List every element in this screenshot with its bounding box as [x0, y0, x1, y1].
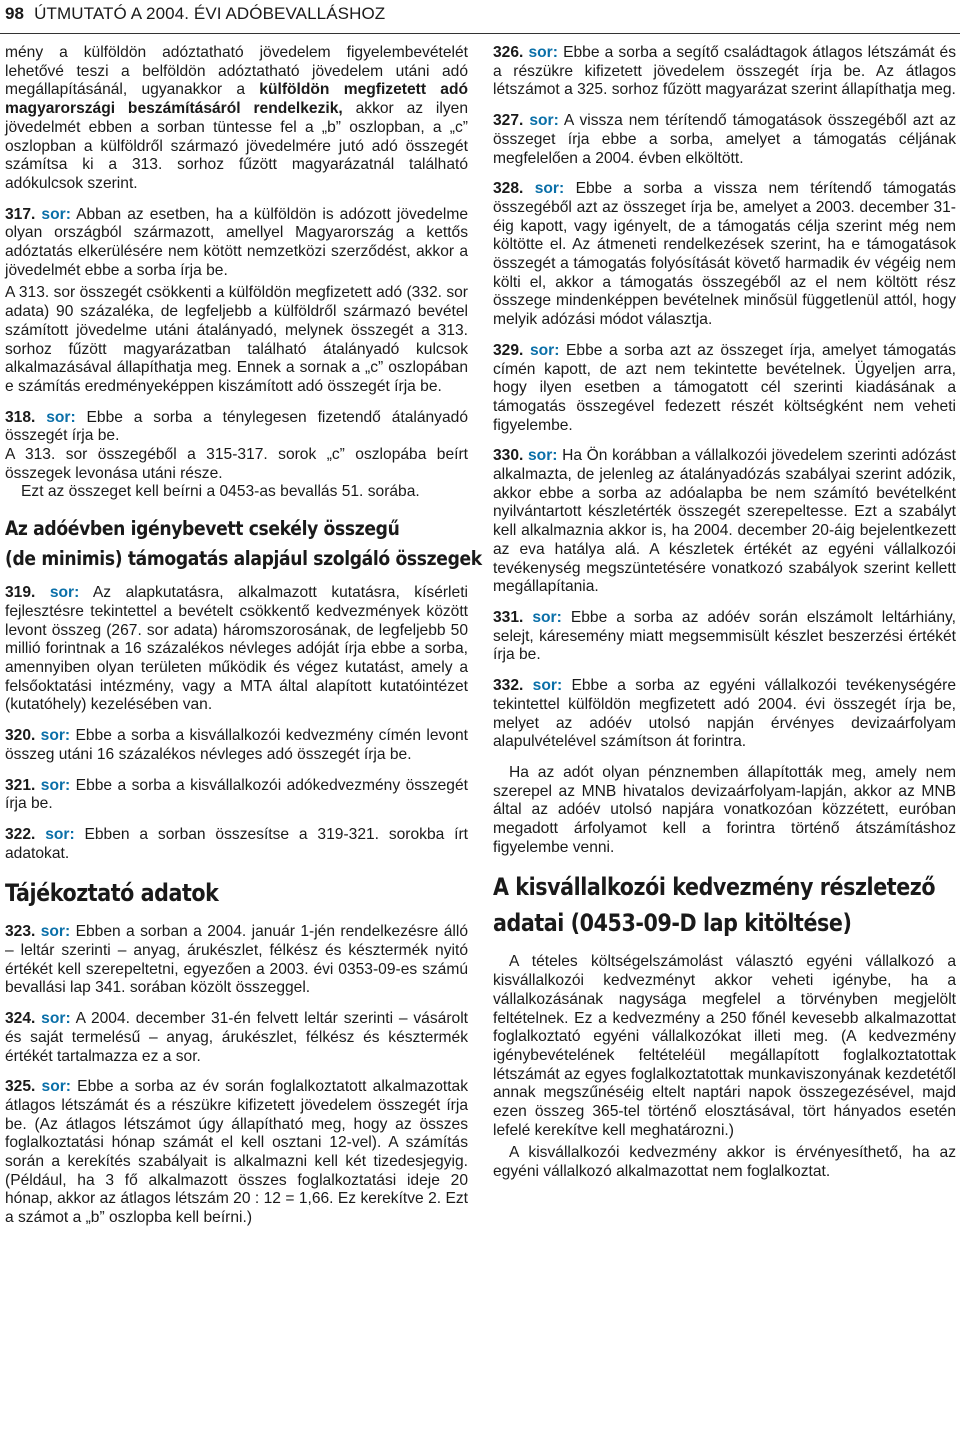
section-heading-line-1: Az adóévben igénybevett csekély összegű: [5, 517, 400, 541]
row-328-paragraph: [493, 180, 956, 330]
row-label: sor:: [35, 727, 71, 745]
row-330-paragraph: [493, 447, 956, 597]
row-322-paragraph: [5, 826, 468, 863]
row-text: Ebbe a sorba a vissza nem térítendő támogatás összegéből azt az összeget írja be, amelyet a 2003. december 31-éig kapott, vagy igényelt, de a támogatás célja szerint még nem költötte el. Az átmeneti rendelkezések szerint, ha e támogatások összegét a támogatás folyósítását követő harmadik év végéig nem költi el, akkor a támogatás összegéből az el nem költött rész összege mindenképpen bevételnek minősül függetlenül attól, hogy melyik adózási módot választja.: [493, 180, 956, 329]
intro-text-c: akkor az ilyen jövedelmét ebben a sorban tüntesse fel a „b” oszlopban, a „c” oszlopban a külföldről származó jövedelmére jutó adó összegét számítsa ki a 313. sorhoz fűzött magyarázatnál található adókulcsok szerint.: [5, 100, 469, 192]
row-text: Ebbe a sorba az év során foglalkoztatott alkalmazottak átlagos létszámát és a részükre kifizetett jövedelem összegét írja be. (Az átlagos létszámot úgy állapítható meg, hogy az összes foglalkoztatási hónap számát el kell osztani 12-vel). A számítás során a kerekítés szabályait is alkalmazni kell két tizedesjegyig. (Például, ha 3 fő alkalmazott összes foglalkoztatási ideje 20 hónap, akkor az átlagos létszám 20 : 12 = 1,66. Ez kerekítve 2. Ezt a számot a „b” oszlopba kell beírni.): [5, 1078, 468, 1227]
row-text: Az alapkutatásra, alkalmazott kutatásra, kísérleti fejlesztésre tekintettel a bevételt csökkentő kedvezmények között levont összeg (267. sor adata) háromszorosának, de legfeljebb 50 millió forintnak a 16 százalékos névleges adóját írja ebbe a sorba, amennyiben olyan területen működik és végez kutatást, amely a felsőoktatási intézmény, vagy a MTA által alapított kutatóintézet (kutatóhely) kezelésében van.: [5, 584, 468, 714]
row-number: 329.: [493, 341, 524, 359]
row-text: Ebbe a sorba az egyéni vállalkozói tevékenységére tekintettel külföldön megfizetett adó 2004. évi összegét írja be, melyet az adóév utolsó napján érvényes devizaárfolyam alapulvételével számítson át forintra.: [493, 677, 956, 751]
row-number: 317.: [5, 205, 36, 223]
row-317-paragraph: [5, 206, 468, 281]
row-label: sor:: [523, 677, 563, 695]
row-321-paragraph: [5, 777, 468, 814]
row-label: sor:: [523, 44, 558, 61]
row-number: 330.: [493, 447, 524, 465]
row-number: 324.: [5, 1010, 36, 1028]
section-heading-line-2: (de minimis) támogatás alapjául szolgáló összegek: [5, 547, 482, 571]
row-number: 331.: [493, 608, 524, 626]
row-label: sor:: [523, 447, 558, 465]
row-label: sor:: [35, 408, 76, 426]
row-317-paragraph-2: A 313. sor összegét csökkenti a külföldön megfizetett adó (332. sor adata) 90 százaléka, de legfeljebb a külföldről származó bevétel számított jövedelme utáni átalányadó, melynek összegét a 313. sorhoz fűzött magyarázatban található átalányadó kulcsok alkalmazásával állapíthatja meg. Ennek a sornak a „c” oszlopában e számítás eredményeképpen kiszámított adó összegét írja be.: [5, 284, 468, 395]
row-text: Ha Ön korábban a vállalkozói jövedelem szerinti adózást alkalmazta, de jelenleg az átalányadózás szabályai szerint adózik, akkor ebbe a sorba az adóalapba be nem számító bevételként nyilvántartott készletérték összegét szerepeltesse. Ezt a szabályt kell alkalmaznia akkor is, ha 2004. december 20-áig bejelentkezett az eva hatálya alá. A készletek értékét az egyéni vállalkozói tevékenység megszüntetésére vonatkozó szabályok szerint kellett megállapítania.: [493, 447, 956, 596]
row-label: sor:: [35, 1010, 71, 1028]
intro-text-bold: külföldön megfizetett adó magyarországi beszámításáról rendelkezik,: [5, 81, 468, 118]
row-label: sor:: [35, 1078, 71, 1096]
section-heading-line-1: A kisvállalkozói kedvezmény részletező: [493, 873, 936, 902]
row-label: sor:: [35, 825, 75, 843]
row-332-paragraph: [493, 677, 956, 752]
row-text: Ebbe a sorba a kisvállalkozói adókedvezmény összegét írja be.: [5, 776, 468, 813]
running-title: ÚTMUTATÓ A 2004. ÉVI ADÓBEVALLÁSHOZ: [34, 4, 386, 23]
page-header: [5, 4, 385, 30]
row-text: A 2004. december 31-én felvett leltár szerinti – vásárolt és saját termelésű – anyag, árukészlet, félkész és késztermék értékét tartalmazza ez a sor.: [5, 1010, 468, 1065]
row-label: sor:: [523, 608, 562, 626]
intro-text-a: mény a külföldön adóztatható jövedelem figyelembevételét lehetővé teszi a belföldön adóztatható jövedelem utáni adó megállapításánál, ugyanakkor a: [5, 44, 468, 99]
row-text: Ebbe a sorba a segítő családtagok átlagos létszámát és a részükre kifizetett jövedelem összegét írja be. Az átlagos létszámot a 325. sorhoz fűzött magyarázat szerint állapíthatja meg.: [493, 44, 957, 99]
row-318-paragraph-2: A 313. sor összegéből a 315-317. sorok „c” oszlopába beírt összegek levonása utáni része.: [5, 446, 468, 482]
section-heading-tajekoztato: Tájékoztató adatok: [5, 879, 219, 908]
row-label: sor:: [523, 112, 559, 130]
right-column: [493, 44, 956, 1194]
row-331-paragraph: [493, 609, 956, 665]
row-label: sor:: [523, 180, 565, 198]
row-318-paragraph: [5, 409, 468, 446]
row-text: Ebben a sorban összesítse a 319-321. sorokba írt adatokat.: [5, 825, 468, 862]
row-number: 322.: [5, 825, 36, 843]
row-text: Abban az esetben, ha a külföldön is adózott jövedelme olyan országból származott, amellyel Magyarország a kettős adóztatás elkerülésére nem kötött nemzetközi szerződést, akkor a jövedelmét ebbe a sorba írja be.: [5, 205, 468, 279]
row-label: sor:: [35, 584, 80, 602]
page-number: 98: [5, 4, 25, 23]
row-text: Ebben a sorban a 2004. január 1-jén rendelkezésre álló – leltár szerinti – anyag, árukészlet, félkész és késztermék nyitó értékét kell szerepeltetni, egyezően a 2003. évi 0353-09-es számú bevallási lap 341. sorában közölt összeggel.: [5, 923, 468, 997]
row-label: sor:: [35, 776, 71, 794]
kisvallalkozoi-paragraph: A tételes költségelszámolást választó egyéni vállalkozó a kisvállalkozói kedvezményt akkor veheti igénybe, ha a vállalkozásának nagysága megfelel a törvényben megjelölt feltételnek. Ez a kedvezmény a 250 főnél kevesebb alkalmazottat foglalkoztató egyéni vállalkozókat illeti meg. (A kedvezmény igénybevételének feltételéül megállapított foglalkoztatottak létszámát az egyes foglalkoztatottak munkaviszonyának kezdetétől annak megszűnéséig eltelt naptári napok összegezésével, majd ezen összeg 365-tel történő elosztásával, tört hányados esetén lefelé kerekítve kell meghatározni.): [493, 953, 956, 1139]
row-number: 319.: [5, 584, 36, 602]
row-label: sor:: [523, 341, 560, 359]
left-column: [5, 44, 482, 1240]
row-number: 318.: [5, 408, 36, 426]
row-number: 326.: [493, 44, 524, 61]
row-324-paragraph: [5, 1010, 468, 1066]
header-rule: [0, 33, 960, 34]
intro-paragraph: [5, 44, 468, 194]
row-text: Ebbe a sorba azt az összeget írja, amelyet támogatás címén kapott, de azt nem tekintette bevételnek. Ügyeljen arra, hogy ilyen esetben a támogatott cél szerinti kiadásának a támogatás összegével fedezett részét költségként nem veheti figyelembe.: [493, 341, 956, 434]
row-label: sor:: [35, 923, 71, 941]
mnb-paragraph: Ha az adót olyan pénznemben állapították meg, amely nem szerepel az MNB hivatalos devizaárfolyam-lapján, akkor az MNB által az adóév utolsó napjára vonatkozóan közzétett, euróban megadott árfolyamot kell a forintra történő átszámításhoz figyelembe venni.: [493, 763, 956, 856]
row-318-paragraph-3: Ezt az összeget kell beírni a 0453-as bevallás 51. sorába.: [21, 483, 420, 501]
section-heading-line-2: adatai (0453-09-D lap kitöltése): [493, 909, 852, 938]
row-325-paragraph: [5, 1078, 468, 1228]
row-327-paragraph: [493, 112, 956, 168]
row-number: 323.: [5, 923, 36, 941]
section-heading-kisvallalkozoi: [493, 869, 936, 941]
row-text: Ebbe a sorba a kisvállalkozói kedvezmény címén levont összeg utáni 16 százalékos névleges adó összegét írja be.: [5, 727, 469, 763]
row-text: Ebbe a sorba az adóév során elszámolt leltárhiány, selejt, káresemény miatt megsemmisült készlet beszerzési értékét írja be.: [493, 608, 956, 664]
row-326-paragraph: [493, 44, 956, 100]
row-number: 332.: [493, 677, 524, 695]
section-heading-de-minimis: [5, 514, 482, 574]
row-319-paragraph: [5, 584, 468, 715]
closing-paragraph: A kisvállalkozói kedvezmény akkor is érvényesíthető, ha az egyéni vállalkozó alkalmazottat nem foglalkoztat.: [493, 1144, 956, 1181]
row-number: 325.: [5, 1078, 36, 1096]
row-320-paragraph: [5, 727, 468, 764]
row-number: 328.: [493, 180, 524, 198]
row-number: 327.: [493, 112, 524, 130]
row-323-paragraph: [5, 923, 468, 998]
row-text: Ebbe a sorba a ténylegesen fizetendő átalányadó összegét írja be.: [5, 408, 468, 445]
row-number: 321.: [5, 776, 36, 794]
row-label: sor:: [35, 205, 71, 223]
row-number: 320.: [5, 727, 36, 745]
row-329-paragraph: [493, 342, 956, 436]
row-text: A vissza nem térítendő támogatások összegéből azt az összeget írja ebbe a sorba, amelyet a támogatás céljának megfelelően a 2004. évben elköltött.: [493, 112, 957, 167]
